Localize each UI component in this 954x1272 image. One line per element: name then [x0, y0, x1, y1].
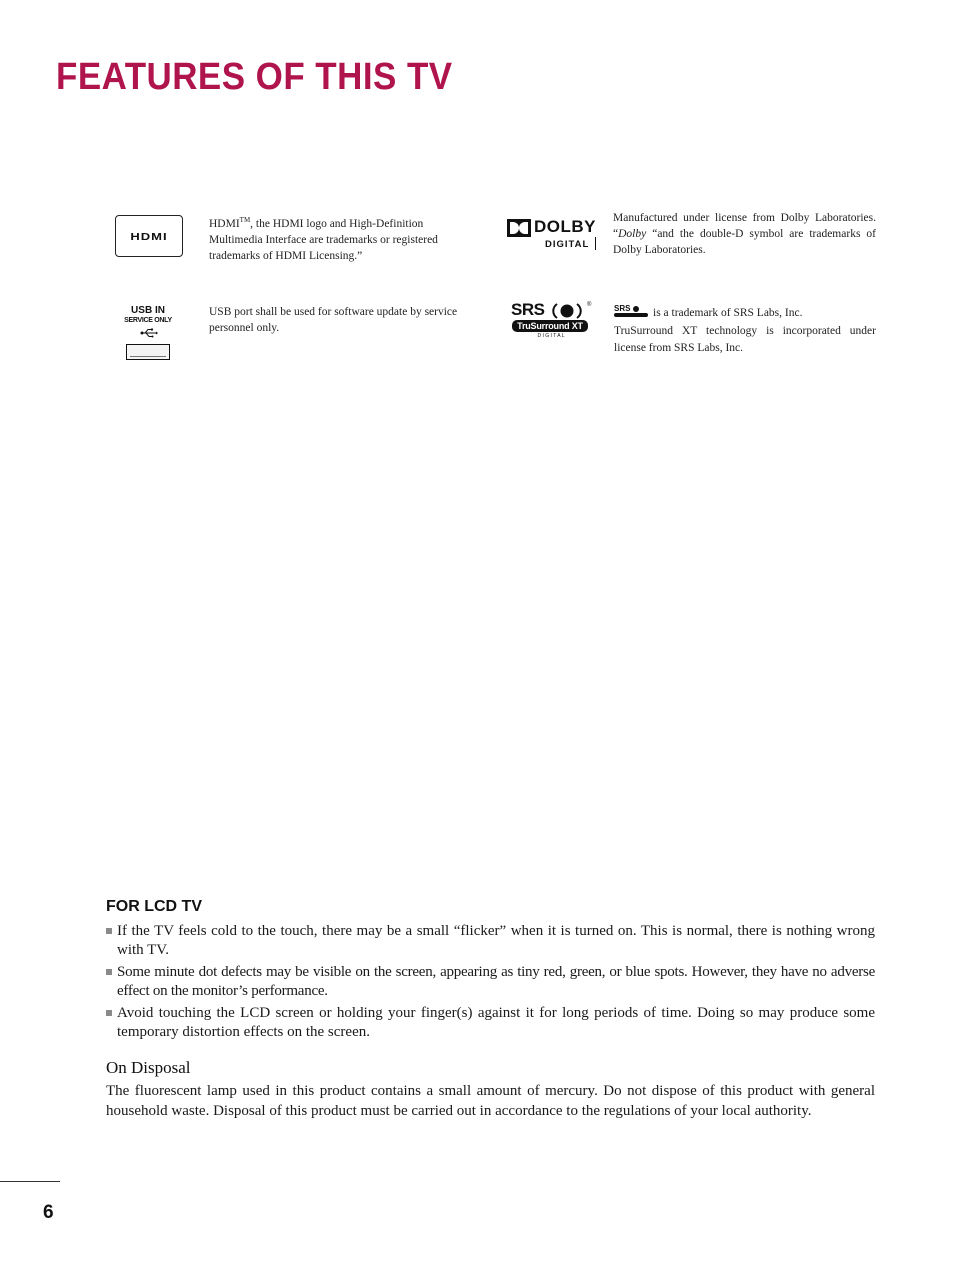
lcd-bullet-text: Some minute dot defects may be visible on the screen, appearing as tiny red, green, or blue spots. However, they have no adverse effect on the monitor’s performance.	[117, 964, 875, 999]
hdmi-logo	[115, 215, 183, 257]
hdmi-text-pre: HDMI	[209, 217, 240, 230]
srs-text-line1: is a trademark of SRS Labs, Inc.	[653, 307, 803, 319]
srs-mini-logo-icon: SRS	[614, 305, 650, 318]
srs-logo-band: TruSurround XT	[512, 320, 588, 332]
dolby-logo	[507, 218, 599, 252]
usb-port-icon	[126, 344, 170, 360]
list-item	[106, 922, 875, 960]
srs-logo-sub: D I G I T A L	[537, 333, 565, 339]
lcd-bullet-text: If the TV feels cold to the touch, there may be a small “flicker” when it is turned on. This is normal, there is nothing wrong with TV.	[117, 923, 875, 958]
usb-text: USB port shall be used for software update by service personnel only.	[209, 306, 458, 334]
srs-logo	[511, 302, 595, 342]
bullet-square-icon	[106, 1010, 112, 1016]
dolby-logo-main: DOLBY	[534, 217, 596, 236]
srs-logo-main: SRS	[511, 300, 545, 319]
page-title: FEATURES OF THIS TV	[56, 56, 453, 98]
dolby-logo-sub: DIGITAL	[545, 239, 590, 250]
disposal-text: The fluorescent lamp used in this product contains a small amount of mercury. Do not dispose of this product with general household waste. Disposal of this product must be carried out in accordance to the regulations of your local authority.	[106, 1083, 875, 1119]
page-footer-rule	[0, 1181, 60, 1182]
disposal-section-heading: On Disposal	[106, 1058, 191, 1077]
hdmi-trademark-text	[209, 212, 471, 264]
srs-text-line1-row	[614, 305, 876, 323]
hdmi-logo-text: HDMI	[130, 230, 168, 242]
dolby-double-d-icon	[507, 219, 531, 237]
dolby-trademark-text	[613, 210, 876, 258]
srs-circle-icon	[551, 302, 583, 320]
usb-logo-line2: SERVICE ONLY	[124, 317, 172, 324]
dolby-text-italic: Dolby	[618, 228, 647, 240]
usb-trident-icon	[140, 328, 158, 338]
dolby-logo-bar	[595, 237, 596, 250]
usb-logo-line1: USB IN	[131, 305, 165, 316]
hdmi-tm: TM	[239, 216, 251, 224]
srs-trademark-text	[614, 305, 876, 358]
hdmi-text-post: , the HDMI logo and High-Definition Multimedia Interface are trademarks or registered trademarks of HDMI Licensing.”	[209, 217, 438, 262]
usb-logo	[122, 305, 174, 363]
lcd-bullet-list	[106, 922, 875, 1045]
srs-text-line2: TruSurround XT technology is incorporated under license from SRS Labs, Inc.	[614, 324, 876, 354]
srs-registered-mark: ®	[587, 302, 592, 308]
lcd-section-heading: FOR LCD TV	[106, 898, 202, 915]
dolby-text-post: “and the double-D symbol are trademarks of Dolby Laboratories.	[613, 228, 876, 256]
dolby-text-pre: Manufactured under license from Dolby Laboratories. “	[613, 212, 876, 240]
list-item	[106, 963, 875, 1001]
list-item	[106, 1004, 875, 1042]
bullet-square-icon	[106, 928, 112, 934]
bullet-square-icon	[106, 969, 112, 975]
page-number: 6	[43, 1202, 54, 1223]
lcd-bullet-text: Avoid touching the LCD screen or holding your finger(s) against it for long periods of time. Doing so may produce some temporary distortion effects on the screen.	[117, 1005, 875, 1040]
